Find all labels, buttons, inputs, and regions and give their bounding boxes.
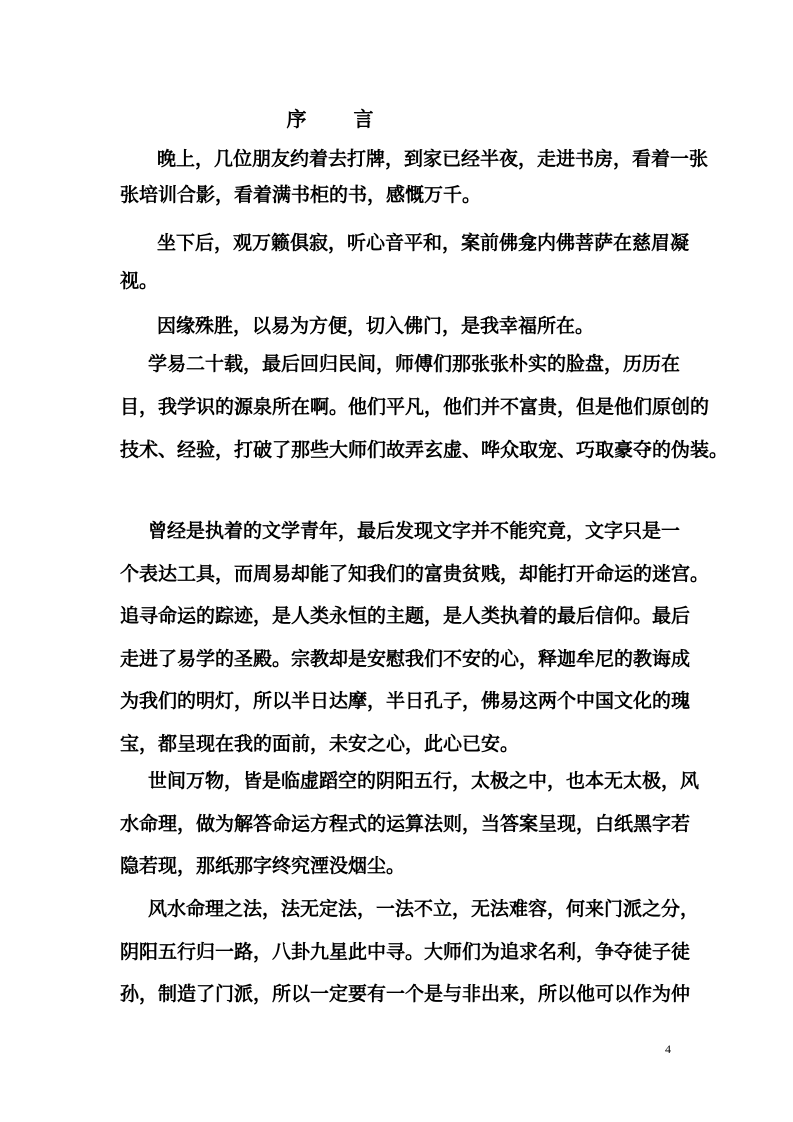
paragraph-line: 坐下后，观万籁俱寂，听心音平和，案前佛龛内佛菩萨在慈眉凝 [157, 232, 690, 254]
document-title: 序 言 [286, 107, 394, 131]
paragraph-line: 为我们的明灯，所以半日达摩，半日孔子，佛易这两个中国文化的瑰 [120, 690, 691, 712]
paragraph-line: 世间万物，皆是临虚蹈空的阴阳五行，太极之中，也本无太极，风 [148, 770, 700, 792]
paragraph-line: 隐若现，那纸那字终究湮没烟尘。 [120, 855, 406, 877]
paragraph-line: 张培训合影，看着满书柜的书，感慨万千。 [120, 184, 482, 206]
paragraph-line: 风水命理之法，法无定法，一法不立，无法难容，何来门派之分， [148, 898, 700, 920]
paragraph-line: 目，我学识的源泉所在啊。他们平凡，他们并不富贵，但是他们原创的 [120, 396, 710, 418]
paragraph-line: 曾经是执着的文学青年，最后发现文字并不能究竟，文字只是一 [148, 520, 681, 542]
paragraph-line: 个表达工具，而周易却能了知我们的富贵贫贱，却能打开命运的迷宫。 [120, 563, 710, 585]
paragraph-line: 视。 [120, 270, 159, 292]
paragraph-line: 因缘殊胜，以易为方便，切入佛门，是我幸福所在。 [157, 315, 595, 337]
paragraph-line: 学易二十载，最后回归民间，师傅们那张张朴实的脸盘，历历在 [148, 353, 681, 375]
paragraph-line: 追寻命运的踪迹，是人类永恒的主题，是人类执着的最后信仰。最后 [120, 605, 691, 627]
paragraph-line: 走进了易学的圣殿。宗教却是安慰我们不安的心，释迦牟尼的教诲成 [120, 648, 691, 670]
paragraph-line: 宝，都呈现在我的面前，未安之心，此心已安。 [120, 733, 520, 755]
paragraph-line: 水命理，做为解答命运方程式的运算法则，当答案呈现，白纸黑字若 [120, 813, 691, 835]
paragraph-line: 阴阳五行归一路，八卦九星此中寻。大师们为追求名利，争夺徒子徒 [120, 941, 691, 963]
paragraph-line: 孙，制造了门派，所以一定要有一个是与非出来，所以他可以作为仲 [120, 983, 691, 1005]
page-number: 4 [665, 1042, 671, 1056]
paragraph-line: 晚上，几位朋友约着去打牌，到家已经半夜，走进书房，看着一张 [157, 148, 709, 170]
paragraph-line: 技术、经验，打破了那些大师们故弄玄虚、哗众取宠、巧取豪夺的伪装。 [120, 439, 729, 461]
